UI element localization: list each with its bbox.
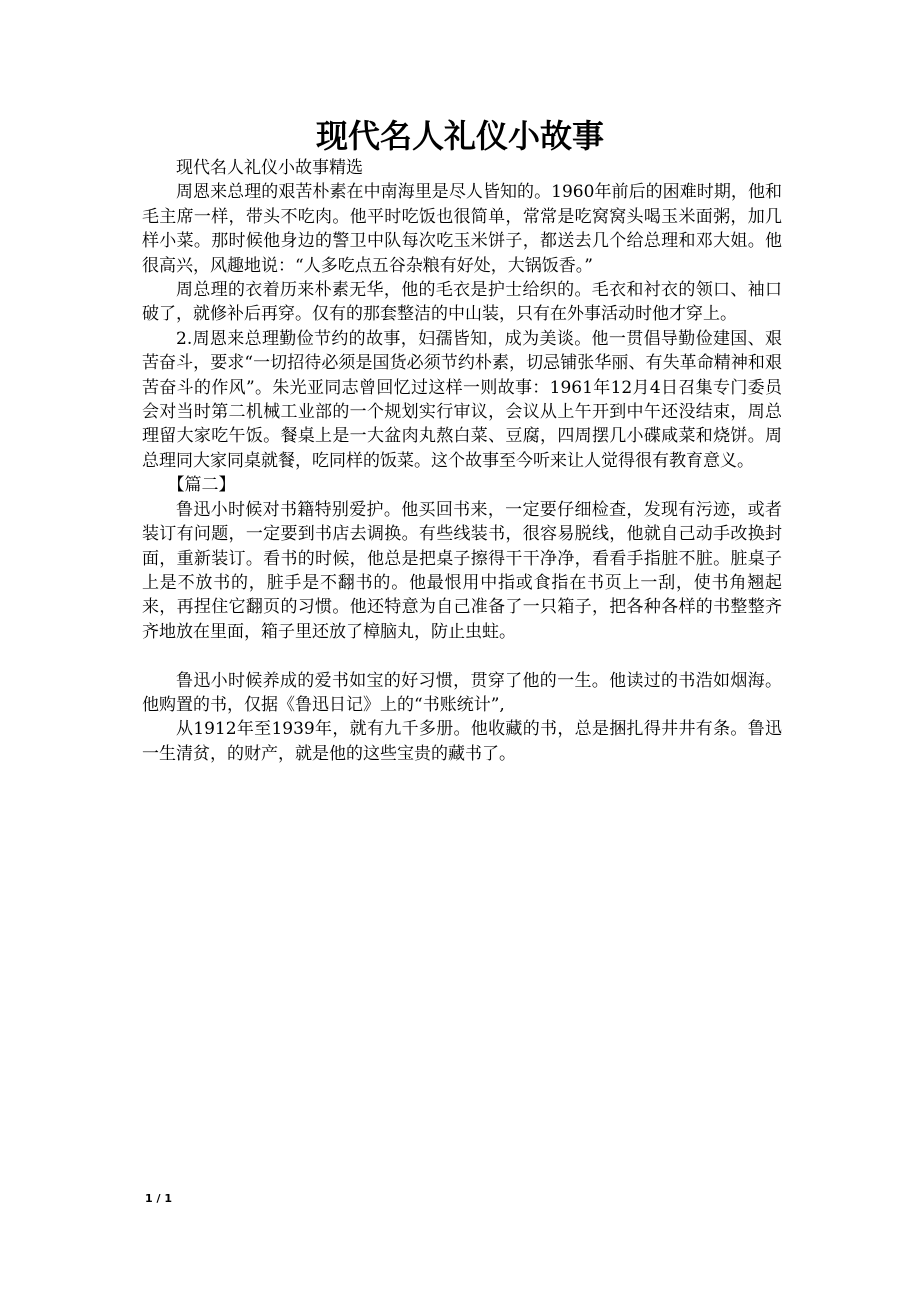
- section-heading: 【篇二】: [167, 475, 236, 496]
- paragraph: 从1912年至1939年，就有九千多册。他收藏的书，总是捆扎得井井有条。鲁迅一生清贫，的财产，就是他的这些宝贵的藏书了。: [142, 719, 782, 764]
- paragraph: 周恩来总理的艰苦朴素在中南海里是尽人皆知的。1960年前后的困难时期，他和毛主席一样，带头不吃肉。他平时吃饭也很简单，常常是吃窝窝头喝玉米面粥，加几样小菜。那时候他身边的警卫中队每次吃玉米饼子，都送去几个给总理和邓大姐。他很高兴，风趣地说：“人多吃点五谷杂粮有好处，大锅饭香。”: [142, 182, 782, 276]
- subtitle-paragraph: 现代名人礼仪小故事精选: [176, 158, 363, 178]
- paragraph: 2.周恩来总理勤俭节约的故事，妇孺皆知，成为美谈。他一贯倡导勤俭建国、艰苦奋斗，要求“一切招待必须是国货必须节约朴素，切忌铺张华丽、有失革命精神和艰苦奋斗的作风”。朱光亚同志曾回忆过这样一则故事：1961年12月4日召集专门委员会对当时第二机械工业部的一个规划实行审议，会议从上午开到中午还没结束，周总理留大家吃午饭。餐桌上是一大盆肉丸熬白菜、豆腐，四周摆几小碟咸菜和烧饼。周总理同大家同桌就餐，吃同样的饭菜。这个故事至今听来让人觉得很有教育意义。: [142, 328, 782, 471]
- blank-line: [142, 644, 782, 668]
- paragraph: 鲁迅小时候养成的爱书如宝的好习惯，贯穿了他的一生。他读过的书浩如烟海。他购置的书，仅据《鲁迅日记》上的“书账统计”,: [142, 670, 782, 715]
- paragraph: 周总理的衣着历来朴素无华，他的毛衣是护士给织的。毛衣和衬衣的领口、袖口破了，就修补后再穿。仅有的那套整洁的中山装，只有在外事活动时他才穿上。: [142, 280, 782, 325]
- document-body: [142, 156, 782, 766]
- page-number: 1 / 1: [145, 1192, 172, 1205]
- paragraph: 鲁迅小时候对书籍特别爱护。他买回书来，一定要仔细检查，发现有污迹，或者装订有问题，一定要到书店去调换。有些线装书，很容易脱线，他就自己动手改换封面，重新装订。看书的时候，他总是把桌子擦得干干净净，看看手指脏不脏。脏桌子上是不放书的，脏手是不翻书的。他最恨用中指或食指在书页上一刮，使书角翘起来，再捏住它翻页的习惯。他还特意为自己准备了一只箱子，把各种各样的书整整齐齐地放在里面，箱子里还放了樟脑丸，防止虫蛀。: [142, 499, 782, 642]
- page-title: 现代名人礼仪小故事: [315, 117, 604, 155]
